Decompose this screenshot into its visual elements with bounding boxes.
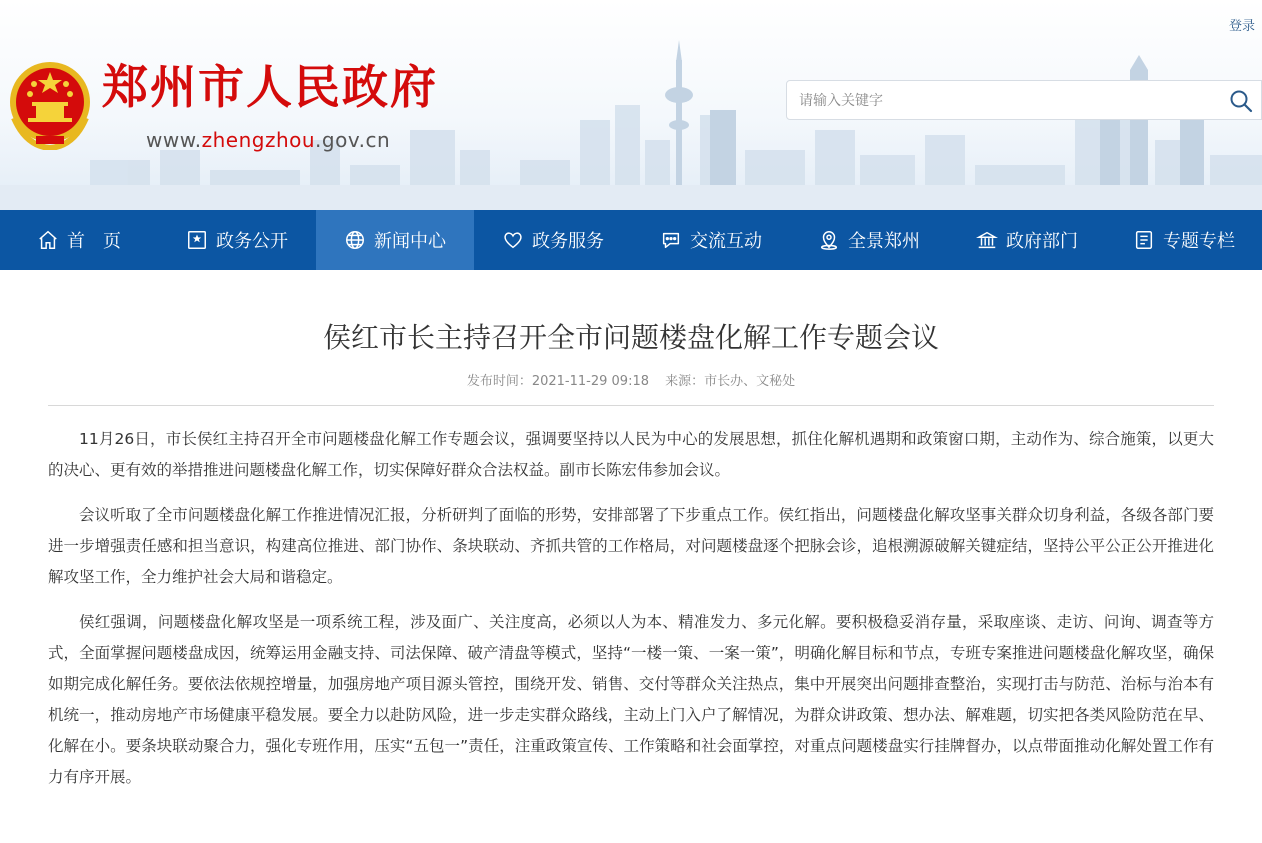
globe-icon (344, 229, 366, 251)
site-url-domain: zhengzhou (201, 128, 316, 152)
site-header (0, 0, 1262, 210)
nav-item-panorama[interactable] (790, 210, 948, 270)
site-title[interactable]: 郑州市人民政府 (102, 60, 438, 114)
nav-item-gov-affairs-open[interactable] (158, 210, 316, 270)
search-input[interactable] (797, 89, 1221, 113)
publish-time: 发布时间：2021-11-29 09:18 (466, 374, 649, 389)
article (0, 318, 1262, 793)
article-meta (48, 370, 1214, 389)
nav-item-special-topics[interactable] (1106, 210, 1262, 270)
article-content (48, 406, 1214, 793)
article-title: 侯红市长主持召开全市问题楼盘化解工作专题会议 (322, 321, 939, 354)
nav-item-label: 专题专栏 (1163, 231, 1235, 252)
article-source: 来源：市长办、文秘处 (665, 374, 796, 389)
nav-item-label: 全景郑州 (848, 231, 920, 252)
site-url-prefix: www. (146, 128, 202, 152)
article-paragraph: 侯红强调，问题楼盘化解攻坚是一项系统工程，涉及面广、关注度高，必须以人为本、精准发力、多元化解。要积极稳妥消存量，采取座谈、走访、问询、调查等方式，全面掌握问题楼盘成因，统筹运用金融支持、司法保障、破产清盘等模式，坚持“一楼一策、一案一策”，明确化解目标和节点，专班专案推进问题楼盘化解攻坚，确保如期完成化解任务。要依法依规控增量，加强房地产项目源头管控，围绕开发、销售、交付等群众关注热点，集中开展突出问题排查整治，实现打击与防范、治标与治本有机统一，推动房地产市场健康平稳发展。要全力以赴防风险，进一步走实群众路线，主动上门入户了解情况，为群众讲政策、想办法、解难题，切实把各类风险防范在早、化解在小。要条块联动聚合力，强化专班作用，压实“五包一”责任，注重政策宣传、工作策略和社会面掌控，对重点问题楼盘实行挂牌督办，以点带面推动化解处置工作有力有序开展。 (48, 613, 1214, 786)
list-doc-icon (1133, 229, 1155, 251)
article-paragraph: 11月26日，市长侯红主持召开全市问题楼盘化解工作专题会议，强调要坚持以人民为中心的发展思想，抓住化解机遇期和政策窗口期，主动作为、综合施策，以更大的决心、更有效的举措推进问题楼盘化解工作，切实保障好群众合法权益。副市长陈宏伟参加会议。 (48, 430, 1214, 479)
nav-item-home[interactable] (0, 210, 158, 270)
site-url (146, 128, 390, 152)
main-nav (0, 210, 1262, 270)
building-icon (976, 229, 998, 251)
heart-icon (502, 229, 524, 251)
star-doc-icon (186, 229, 208, 251)
search-icon[interactable] (1229, 89, 1253, 113)
nav-item-label: 交流互动 (690, 231, 762, 252)
site-url-suffix: .gov.cn (315, 128, 391, 152)
search-box (786, 80, 1262, 120)
location-icon (818, 229, 840, 251)
article-paragraph: 会议听取了全市问题楼盘化解工作推进情况汇报，分析研判了面临的形势，安排部署了下步重点工作。侯红指出，问题楼盘化解攻坚事关群众切身利益，各级各部门要进一步增强责任感和担当意识，构建高位推进、部门协作、条块联动、齐抓共管的工作格局，对问题楼盘逐个把脉会诊，追根溯源破解关键症结，坚持公平公正公开推进化解攻坚工作，全力维护社会大局和谐稳定。 (48, 506, 1214, 586)
nav-item-label: 政务服务 (532, 231, 604, 252)
nav-item-gov-departments[interactable] (948, 210, 1106, 270)
national-emblem-logo[interactable] (6, 58, 94, 150)
nav-item-gov-services[interactable] (474, 210, 632, 270)
nav-item-label: 首 页 (67, 231, 121, 252)
login-link[interactable]: 登录 (1228, 19, 1255, 34)
home-icon (37, 229, 59, 251)
nav-item-news-center[interactable] (316, 210, 474, 270)
nav-item-label: 政府部门 (1006, 231, 1078, 252)
nav-item-label: 政务公开 (216, 231, 288, 252)
nav-item-label: 新闻中心 (374, 231, 446, 252)
nav-item-interaction[interactable] (632, 210, 790, 270)
chat-icon (660, 229, 682, 251)
